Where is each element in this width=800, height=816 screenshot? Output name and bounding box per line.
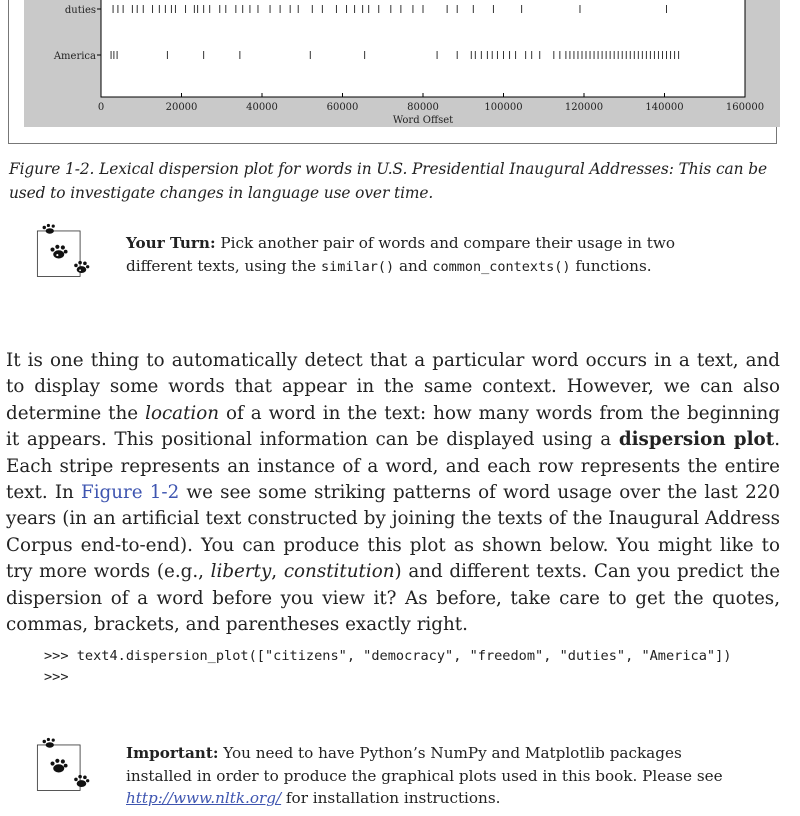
plot-area: [101, 0, 745, 97]
x-tick-label: 140000: [645, 102, 684, 113]
x-tick-label: 80000: [407, 102, 439, 113]
paw-prints-icon: [36, 736, 98, 798]
paw-prints-icon: [36, 222, 98, 284]
x-axis-label: Word Offset: [392, 115, 454, 126]
your-turn-text: Your Turn: Pick another pair of words and compare their usage in two different texts, using the similar() and common_contexts() functions.: [126, 234, 676, 275]
dispersion-plot: [9, 0, 776, 143]
figure-link[interactable]: Figure 1-2: [81, 482, 180, 504]
nltk-link[interactable]: http://www.nltk.org/: [126, 789, 282, 807]
dispersion-plot-term: dispersion plot: [618, 429, 775, 451]
x-tick-label: 120000: [564, 102, 604, 113]
important-text: Important: You need to have Python’s NumPy and Matplotlib packages installed in order to produce the graphical plots used in this book. Please see http://www.nltk.org/ for installation instructions.: [126, 744, 723, 807]
important-note: [36, 736, 756, 816]
code-line: >>>: [44, 669, 69, 685]
x-tick-label: 100000: [484, 102, 523, 113]
your-turn-note: [36, 222, 756, 306]
your-turn-heading: Your Turn:: [126, 234, 216, 252]
x-tick-label: 160000: [725, 102, 765, 113]
x-tick-label: 40000: [246, 102, 278, 113]
code-line: >>> text4.dispersion_plot(["citizens", "democracy", "freedom", "duties", "America"]): [44, 648, 732, 664]
code-similar: similar(): [321, 258, 395, 275]
code-block: [44, 646, 731, 688]
x-tick-label: 20000: [165, 102, 198, 113]
figure-caption: Figure 1-2. Lexical dispersion plot for words in U.S. Presidential Inaugural Addresses: This can be used to investigate changes in language use over time.: [9, 160, 767, 202]
x-tick-label: 60000: [326, 102, 359, 113]
x-tick-label: 0: [97, 102, 105, 113]
important-heading: Important:: [126, 744, 219, 762]
code-common-contexts: common_contexts(): [432, 258, 571, 275]
row-label: America: [53, 51, 96, 62]
body-paragraph: It is one thing to automatically detect that a particular word occurs in a text, and to display some words that appear in the same context. However, we can also determine the location of a word in the text: how many words from the beginning it appears. This positional information can be displayed using a dispersion plot. Each stripe represents an instance of a word, and each row represents the entire text. In Figure 1-2 we see some striking patterns of word usage over the last 220 years (in an artificial text constructed by joining the texts of the Inaugural Address Corpus end-to-end). You can produce this plot as shown below. You might like to try more words (e.g., liberty, constitution) and different texts. Can you predict the dispersion of a word before you view it? As before, take care to get the quotes, commas, brackets, and parentheses exactly right.: [6, 350, 781, 636]
figure-frame: [8, 0, 777, 144]
row-label: duties: [64, 5, 96, 16]
